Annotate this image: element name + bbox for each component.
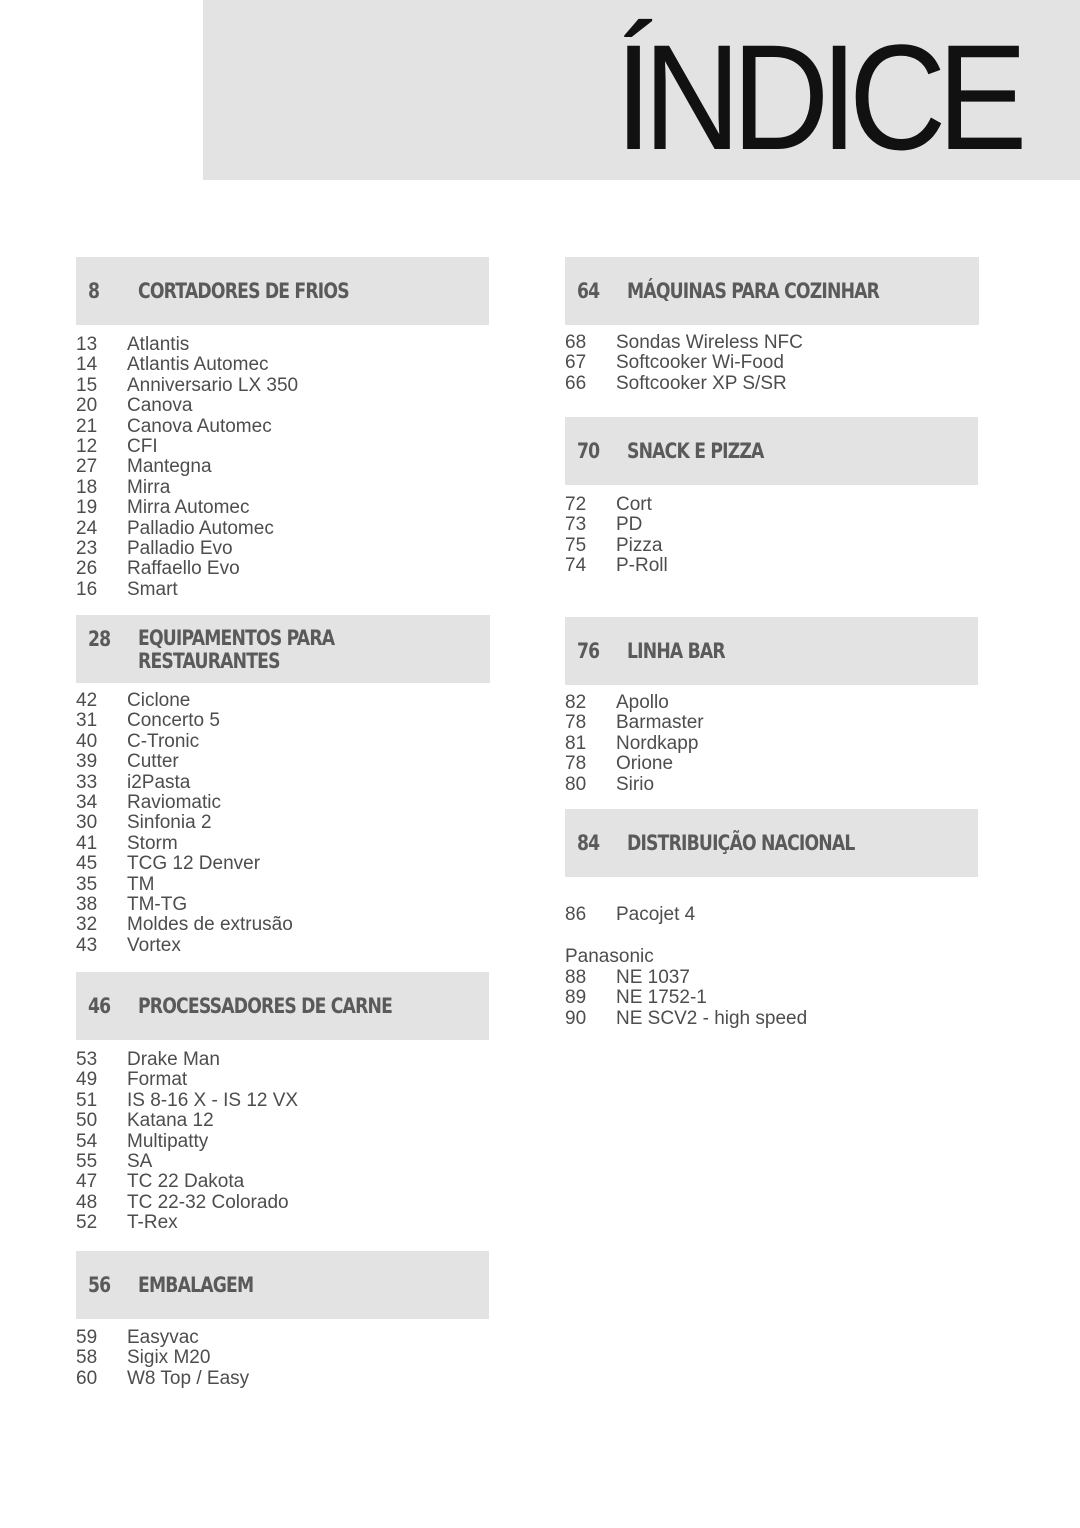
item-label: Ciclone — [127, 690, 191, 711]
list-item — [565, 536, 978, 556]
item-page-number: 13 — [76, 334, 98, 355]
item-label: TC 22-32 Colorado — [127, 1191, 289, 1213]
list-item — [76, 936, 490, 956]
list-item — [76, 457, 489, 477]
list-item — [76, 1369, 489, 1389]
item-label: NE SCV2 - high speed — [616, 1007, 808, 1029]
item-page-number: 30 — [76, 812, 98, 834]
section-embalagem — [76, 1251, 489, 1389]
item-page-number: 59 — [76, 1327, 98, 1348]
item-page-number: 48 — [76, 1191, 98, 1213]
section-processadores — [76, 972, 489, 1234]
item-page-number: 53 — [76, 1049, 98, 1070]
item-label: i2Pasta — [127, 771, 191, 793]
section-title: EMBALAGEM — [138, 1272, 254, 1297]
item-label: Softcooker XP S/SR — [616, 372, 787, 394]
section-snack — [565, 417, 978, 577]
item-page-number: 75 — [565, 534, 587, 556]
subitem-list — [565, 968, 978, 1029]
item-label: TCG 12 Denver — [127, 853, 261, 875]
item-page-number: 33 — [76, 771, 98, 793]
list-item — [76, 1111, 489, 1131]
list-item — [76, 691, 490, 711]
item-page-number: 78 — [565, 712, 587, 734]
item-label: CFI — [127, 435, 158, 457]
list-item — [565, 556, 978, 576]
item-label: Sirio — [616, 773, 655, 795]
item-label: Atlantis Automec — [127, 354, 269, 376]
item-label: W8 Top / Easy — [127, 1367, 250, 1389]
item-label: Sinfonia 2 — [127, 812, 212, 834]
list-item — [76, 1348, 489, 1368]
list-item — [76, 773, 490, 793]
list-item — [76, 376, 489, 396]
item-label: Barmaster — [616, 712, 704, 734]
list-item — [76, 335, 489, 355]
item-page-number: 24 — [76, 517, 98, 539]
item-label: Apollo — [616, 692, 669, 713]
item-label: Sigix M20 — [127, 1347, 211, 1369]
item-page-number: 20 — [76, 395, 98, 417]
item-label: Raffaello Evo — [127, 558, 240, 580]
item-page-number: 14 — [76, 354, 98, 376]
list-item — [565, 495, 978, 515]
list-item — [76, 915, 490, 935]
item-label: Easyvac — [127, 1327, 199, 1348]
item-label: P-Roll — [616, 555, 668, 577]
section-title: SNACK E PIZZA — [627, 438, 764, 463]
item-page-number: 81 — [565, 732, 587, 754]
section-number: 28 — [88, 627, 111, 651]
item-page-number: 74 — [565, 555, 587, 577]
item-label: Mirra Automec — [127, 497, 250, 519]
item-label: Atlantis — [127, 334, 190, 355]
item-page-number: 51 — [76, 1089, 98, 1111]
section-header — [565, 417, 978, 485]
item-page-number: 73 — [565, 514, 587, 536]
item-label: Sondas Wireless NFC — [616, 332, 803, 353]
section-number: 8 — [88, 279, 100, 303]
item-page-number: 82 — [565, 692, 587, 713]
item-list — [76, 335, 489, 600]
item-page-number: 12 — [76, 435, 98, 457]
list-item — [76, 834, 490, 854]
item-page-number: 72 — [565, 494, 587, 515]
item-label: NE 1752-1 — [616, 987, 707, 1009]
item-page-number: 26 — [76, 558, 98, 580]
item-page-number: 68 — [565, 332, 587, 353]
item-page-number: 66 — [565, 372, 587, 394]
item-label: Anniversario LX 350 — [127, 374, 299, 396]
item-page-number: 45 — [76, 853, 98, 875]
list-item — [565, 754, 978, 774]
list-item — [565, 693, 978, 713]
item-label: Mantegna — [127, 456, 212, 478]
item-label: PD — [616, 514, 643, 536]
list-item — [76, 875, 490, 895]
list-item — [76, 478, 489, 498]
section-number: 56 — [88, 1273, 111, 1297]
item-label: Concerto 5 — [127, 710, 220, 732]
section-number: 84 — [577, 831, 600, 855]
item-page-number: 35 — [76, 873, 98, 895]
item-list — [565, 333, 979, 394]
item-page-number: 88 — [565, 966, 587, 988]
item-label: SA — [127, 1150, 153, 1172]
item-page-number: 42 — [76, 690, 98, 711]
list-item — [565, 333, 979, 353]
list-item — [76, 854, 490, 874]
item-page-number: 67 — [565, 352, 587, 374]
list-item — [76, 1091, 489, 1111]
section-distribuicao — [565, 809, 978, 1029]
item-label: Vortex — [127, 934, 181, 956]
item-label: Nordkapp — [616, 732, 699, 754]
list-item — [76, 355, 489, 375]
section-header — [565, 809, 978, 877]
section-header — [76, 1251, 489, 1319]
section-title: PROCESSADORES DE CARNE — [138, 993, 393, 1018]
list-item — [76, 559, 489, 579]
item-label: Raviomatic — [127, 791, 221, 813]
page-title: ÍNDICE — [614, 13, 1018, 181]
list-item — [76, 1172, 489, 1192]
section-number: 46 — [88, 994, 111, 1018]
list-item — [565, 353, 979, 373]
item-list — [565, 495, 978, 577]
item-label: Moldes de extrusão — [127, 914, 293, 936]
item-label: Palladio Automec — [127, 517, 274, 539]
section-title: CORTADORES DE FRIOS — [138, 278, 349, 303]
item-page-number: 54 — [76, 1130, 98, 1152]
section-header — [565, 617, 978, 685]
list-item — [76, 752, 490, 772]
item-label: Cort — [616, 494, 652, 515]
item-label: Cutter — [127, 751, 179, 773]
item-page-number: 52 — [76, 1212, 98, 1234]
item-label: TC 22 Dakota — [127, 1171, 245, 1193]
section-title-line1: EQUIPAMENTOS PARA — [138, 626, 335, 650]
section-equipamentos — [76, 615, 490, 956]
list-item — [76, 580, 489, 600]
list-item — [76, 498, 489, 518]
item-list — [76, 691, 490, 956]
item-label: Katana 12 — [127, 1110, 214, 1132]
list-item — [76, 396, 489, 416]
item-label: Pizza — [616, 534, 663, 556]
item-page-number: 49 — [76, 1069, 98, 1091]
list-item — [565, 713, 978, 733]
item-page-number: 80 — [565, 773, 587, 795]
section-cortadores — [76, 257, 489, 600]
item-page-number: 31 — [76, 710, 98, 732]
list-item — [565, 1009, 978, 1029]
item-list — [565, 905, 978, 925]
section-title: MÁQUINAS PARA COZINHAR — [627, 278, 880, 303]
section-header — [76, 972, 489, 1040]
subgroup-label: Panasonic — [565, 946, 654, 968]
item-page-number: 39 — [76, 751, 98, 773]
item-label: Mirra — [127, 476, 171, 498]
section-header — [565, 257, 979, 325]
item-label: TM — [127, 873, 155, 895]
item-page-number: 60 — [76, 1367, 98, 1389]
item-label: Canova Automec — [127, 415, 272, 437]
list-item — [565, 968, 978, 988]
item-page-number: 15 — [76, 374, 98, 396]
item-label: C-Tronic — [127, 730, 200, 752]
list-item — [76, 1070, 489, 1090]
list-item — [565, 734, 978, 754]
item-page-number: 90 — [565, 1007, 587, 1029]
list-item — [565, 988, 978, 1008]
item-label: TM-TG — [127, 893, 188, 915]
section-title: LINHA BAR — [627, 638, 725, 663]
list-item — [565, 515, 978, 535]
item-page-number: 89 — [565, 987, 587, 1009]
item-page-number: 38 — [76, 893, 98, 915]
section-title-line2: RESTAURANTES — [138, 649, 280, 673]
list-item — [76, 1213, 489, 1233]
section-number: 76 — [577, 639, 600, 663]
section-number: 64 — [577, 279, 600, 303]
item-label: Format — [127, 1069, 188, 1091]
list-item — [76, 417, 489, 437]
section-number: 70 — [577, 439, 600, 463]
list-item — [76, 793, 490, 813]
list-item — [76, 1132, 489, 1152]
list-item — [565, 905, 978, 925]
item-page-number: 32 — [76, 914, 98, 936]
list-item — [76, 711, 490, 731]
item-label: Palladio Evo — [127, 537, 233, 559]
item-page-number: 19 — [76, 497, 98, 519]
item-label: Smart — [127, 578, 178, 600]
list-item — [76, 539, 489, 559]
item-page-number: 58 — [76, 1347, 98, 1369]
list-item — [76, 1152, 489, 1172]
list-item — [76, 437, 489, 457]
list-item — [76, 895, 490, 915]
section-title: DISTRIBUIÇÃO NACIONAL — [627, 830, 855, 855]
item-page-number: 16 — [76, 578, 98, 600]
item-page-number: 27 — [76, 456, 98, 478]
item-page-number: 34 — [76, 791, 98, 813]
item-label: IS 8-16 X - IS 12 VX — [127, 1089, 299, 1111]
item-label: Canova — [127, 395, 193, 417]
list-item — [76, 1328, 489, 1348]
item-label: Storm — [127, 832, 178, 854]
item-page-number: 21 — [76, 415, 98, 437]
item-page-number: 47 — [76, 1171, 98, 1193]
item-label: Softcooker Wi-Food — [616, 352, 784, 374]
section-maquinas — [565, 257, 979, 394]
list-item — [76, 1050, 489, 1070]
item-label: Pacojet 4 — [616, 904, 696, 925]
item-list — [76, 1050, 489, 1234]
item-page-number: 41 — [76, 832, 98, 854]
item-label: NE 1037 — [616, 966, 690, 988]
item-label: T-Rex — [127, 1212, 178, 1234]
list-item — [76, 813, 490, 833]
list-item — [565, 374, 979, 394]
item-label: Multipatty — [127, 1130, 209, 1152]
item-list — [76, 1328, 489, 1389]
item-page-number: 55 — [76, 1150, 98, 1172]
item-page-number: 18 — [76, 476, 98, 498]
item-label: Drake Man — [127, 1049, 220, 1070]
item-label: Orione — [616, 753, 674, 775]
list-item — [565, 775, 978, 795]
item-page-number: 43 — [76, 934, 98, 956]
section-header — [76, 615, 490, 683]
item-page-number: 23 — [76, 537, 98, 559]
item-page-number: 86 — [565, 904, 587, 925]
section-bar — [565, 617, 978, 795]
list-item — [76, 1193, 489, 1213]
section-header — [76, 257, 489, 325]
item-page-number: 78 — [565, 753, 587, 775]
item-page-number: 50 — [76, 1110, 98, 1132]
list-item — [76, 519, 489, 539]
list-item — [76, 732, 490, 752]
item-page-number: 40 — [76, 730, 98, 752]
item-list — [565, 693, 978, 795]
